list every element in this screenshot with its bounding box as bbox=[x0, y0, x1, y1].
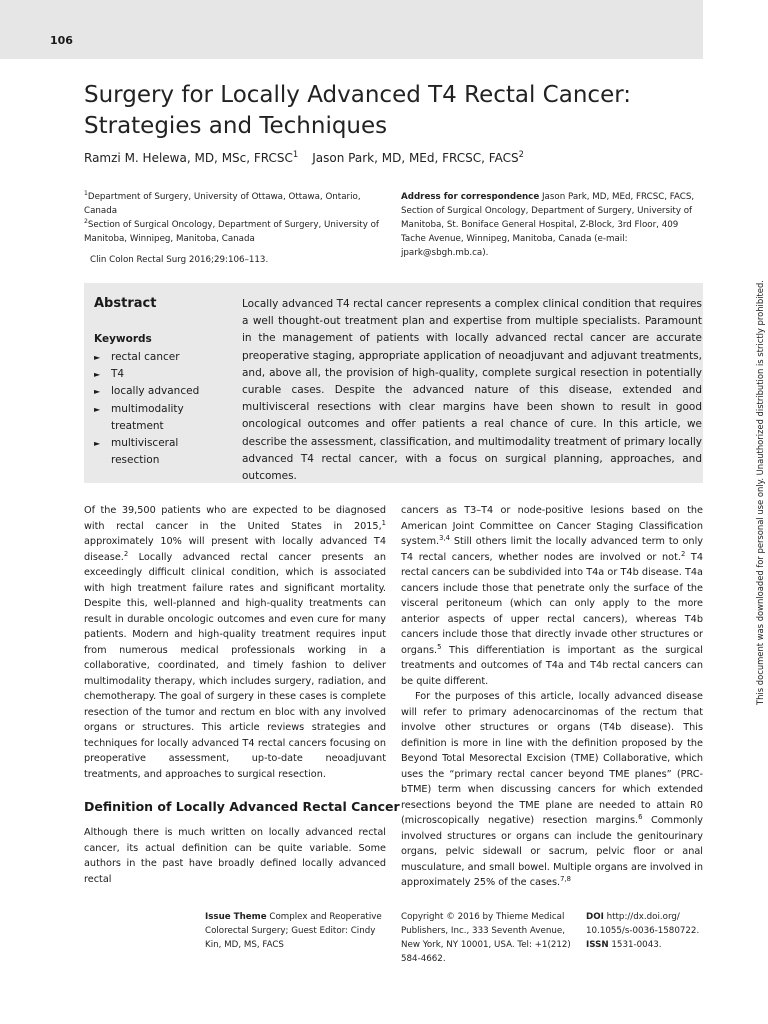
affiliation-1 bbox=[84, 190, 394, 218]
reference-mark: 6 bbox=[638, 812, 643, 821]
affiliation-2-text: Section of Surgical Oncology, Department of Surgery, University of Manitoba, Winnipeg, Manitoba, Canada bbox=[84, 220, 379, 244]
reference-mark: 5 bbox=[437, 642, 442, 651]
reference-mark: 3,4 bbox=[439, 533, 450, 542]
intro-paragraph bbox=[84, 503, 386, 782]
definition-text: Although there is much written on locally advanced rectal cancer, its actual definition can be quite variable. Some authors in the past have broadly defined locally advanced rectal bbox=[84, 827, 386, 885]
journal-citation: Clin Colon Rectal Surg 2016;29:106–113. bbox=[90, 255, 269, 265]
article-title-line-2: Strategies and Techniques bbox=[84, 113, 388, 139]
right-paragraph-1 bbox=[401, 503, 703, 689]
definition-paragraph bbox=[84, 825, 386, 887]
article-title-line-1: Surgery for Locally Advanced T4 Rectal Cancer: bbox=[84, 82, 632, 108]
right-text-a1: cancers as T3–T4 or node-positive lesions based on the American Joint Committee on Cancer Staging Classification system. bbox=[401, 505, 703, 547]
affiliation-2-mark: 2 bbox=[84, 218, 88, 226]
page-header-band bbox=[0, 0, 703, 59]
author-2: Jason Park, MD, MEd, FRCSC, FACS bbox=[312, 151, 519, 165]
footer-issue-theme bbox=[205, 910, 390, 952]
reference-mark: 1 bbox=[381, 518, 386, 527]
abstract-text: Locally advanced T4 rectal cancer represents a complex clinical condition that requires a well thought-out treatment plan and expertise from multiple specialists. Paramount in the management of patients with locally advanced rectal cancer are accurate preoperative staging, appropriate application of neoadjuvant and adjuvant treatments, and, above all, the provision of high-quality, complete surgical resection in potentially curable cases. Despite the advanced nature of this disease, extended and multivisceral resections with clear margins have been shown to result in good oncological outcomes and offer patients a real chance of cure. In this article, we describe the assessment, classification, and multimodality treatment of primary locally advanced T4 rectal cancer, with a focus on surgical planning, approaches, and outcomes. bbox=[242, 298, 702, 483]
intro-text-2: approximately 10% will present with locally advanced T4 disease. bbox=[84, 536, 386, 563]
author-2-affiliation-mark: 2 bbox=[518, 149, 524, 159]
right-column-text bbox=[401, 503, 703, 891]
right-paragraph-2 bbox=[401, 689, 703, 891]
affiliation-2 bbox=[84, 218, 394, 246]
affiliation-1-text: Department of Surgery, University of Ottawa, Ottawa, Ontario, Canada bbox=[84, 192, 361, 216]
keyword-item: ► locally advanced bbox=[94, 383, 224, 400]
page-number: 106 bbox=[50, 34, 73, 47]
affiliation-1-mark: 1 bbox=[84, 190, 88, 198]
footer-copyright bbox=[401, 910, 576, 966]
issn-label: ISSN bbox=[586, 940, 609, 950]
reference-mark: 2 bbox=[123, 549, 129, 558]
abstract-heading: Abstract bbox=[94, 296, 157, 311]
right-text-b1: For the purposes of this article, locally advanced disease will refer to primary adenocarcinomas of the rectum that involve other structures or organs (T4b disease). This definition is more in line with the definition proposed by the Beyond Total Mesorectal Excision (TME) Collaborative, which uses the “primary rectal cancer beyond TME planes” (PRC-bTME) term when discussing cancers for which extended resections beyond the TME plane are needed to attain R0 (microscopically negative) resection margins. bbox=[401, 691, 703, 826]
right-text-a2: Still others limit the locally advanced term to only T4 rectal cancers, whether nodes are involved or not. bbox=[401, 536, 703, 563]
intro-text-3: Locally advanced rectal cancer presents an exceedingly difficult clinical condition, which is associated with high treatment failure rates and significant mortality. Despite this, well-planned and high-quality treatments can result in durable oncologic outcomes and even cure for many patients. Modern and high-quality treatment requires input from numerous medical professionals working in a collaborative, coordinated, and timely fashion to deliver multimodality therapy, which includes surgery, radiation, and chemotherapy. The goal of surgery in these cases is complete resection of the tumor and rectum en bloc with any involved organs or structures. This article reviews strategies and techniques for locally advanced T4 rectal cancers focusing on preoperative assessment, up-to-date neoadjuvant treatments, and approaches to surgical resection. bbox=[84, 551, 386, 780]
issn-value: 1531-0043. bbox=[611, 940, 662, 950]
reference-mark: 7,8 bbox=[560, 874, 571, 883]
download-notice-text: This document was downloaded for personal use only. Unauthorized distribution is strictly prohibited. bbox=[755, 280, 765, 705]
intro-text-1: Of the 39,500 patients who are expected to be diagnosed with rectal cancer in the United States in 2015, bbox=[84, 505, 386, 532]
right-text-b2: Commonly involved structures or organs can include the genitourinary organs, pelvic sidewall or sacrum, pelvic floor or anal musculature, and small bowel. Multiple organs are involved in approximately 25% of the cases. bbox=[401, 815, 704, 888]
correspondence-text: Jason Park, MD, MEd, FRCSC, FACS, Section of Surgical Oncology, Department of Surgery, University of Manitoba, St. Boniface General Hospital, Z-Block, 3rd Floor, 409 Tache Avenue, Winnipeg, Manitoba, Canada (e-mail: jpark@sbgh.mb.ca). bbox=[401, 192, 695, 258]
keywords-heading: Keywords bbox=[94, 333, 152, 345]
footer-identifiers bbox=[586, 910, 706, 952]
author-1-affiliation-mark: 1 bbox=[292, 149, 299, 159]
download-notice bbox=[753, 280, 765, 705]
correspondence-label: Address for correspondence bbox=[401, 192, 540, 202]
author-1: Ramzi M. Helewa, MD, MSc, FRCSC bbox=[84, 151, 293, 165]
affiliations bbox=[84, 190, 394, 246]
copyright-text: Copyright © 2016 by Thieme Medical Publishers, Inc., 333 Seventh Avenue, New York, NY 10001, USA. Tel: +1(212) 584-4662. bbox=[401, 912, 571, 964]
issue-theme-label: Issue Theme bbox=[205, 912, 267, 922]
reference-mark: 2 bbox=[680, 549, 686, 558]
keywords-list bbox=[94, 349, 224, 469]
keyword-item: ► multimodality treatment bbox=[94, 401, 224, 435]
keyword-item: ► T4 bbox=[94, 366, 224, 383]
keyword-item: ► multivisceral resection bbox=[94, 435, 224, 469]
article-title bbox=[84, 80, 704, 142]
correspondence-address bbox=[401, 190, 701, 260]
author-list bbox=[84, 151, 524, 165]
right-text-a4: This differentiation is important as the surgical treatments and outcomes of T4a and T4b rectal cancers can be quite different. bbox=[401, 644, 703, 687]
doi-link[interactable]: http://dx.doi.org/ 10.1055/s-0036-1580722. bbox=[586, 912, 700, 936]
issue-theme-text: Complex and Reoperative Colorectal Surgery; Guest Editor: Cindy Kin, MD, MS, FACS bbox=[205, 912, 382, 950]
doi-label: DOI bbox=[586, 912, 604, 922]
keyword-item: ► rectal cancer bbox=[94, 349, 224, 366]
section-heading-definition: Definition of Locally Advanced Rectal Cancer bbox=[84, 799, 400, 814]
right-text-a3: T4 rectal cancers can be subdivided into T4a or T4b disease. T4a cancers include those that penetrate only the surface of the visceral peritoneum (which can only apply to the more anterior aspects of upper rectal cancers), whereas T4b cancers include those that directly invade other structures or organs. bbox=[401, 551, 703, 656]
